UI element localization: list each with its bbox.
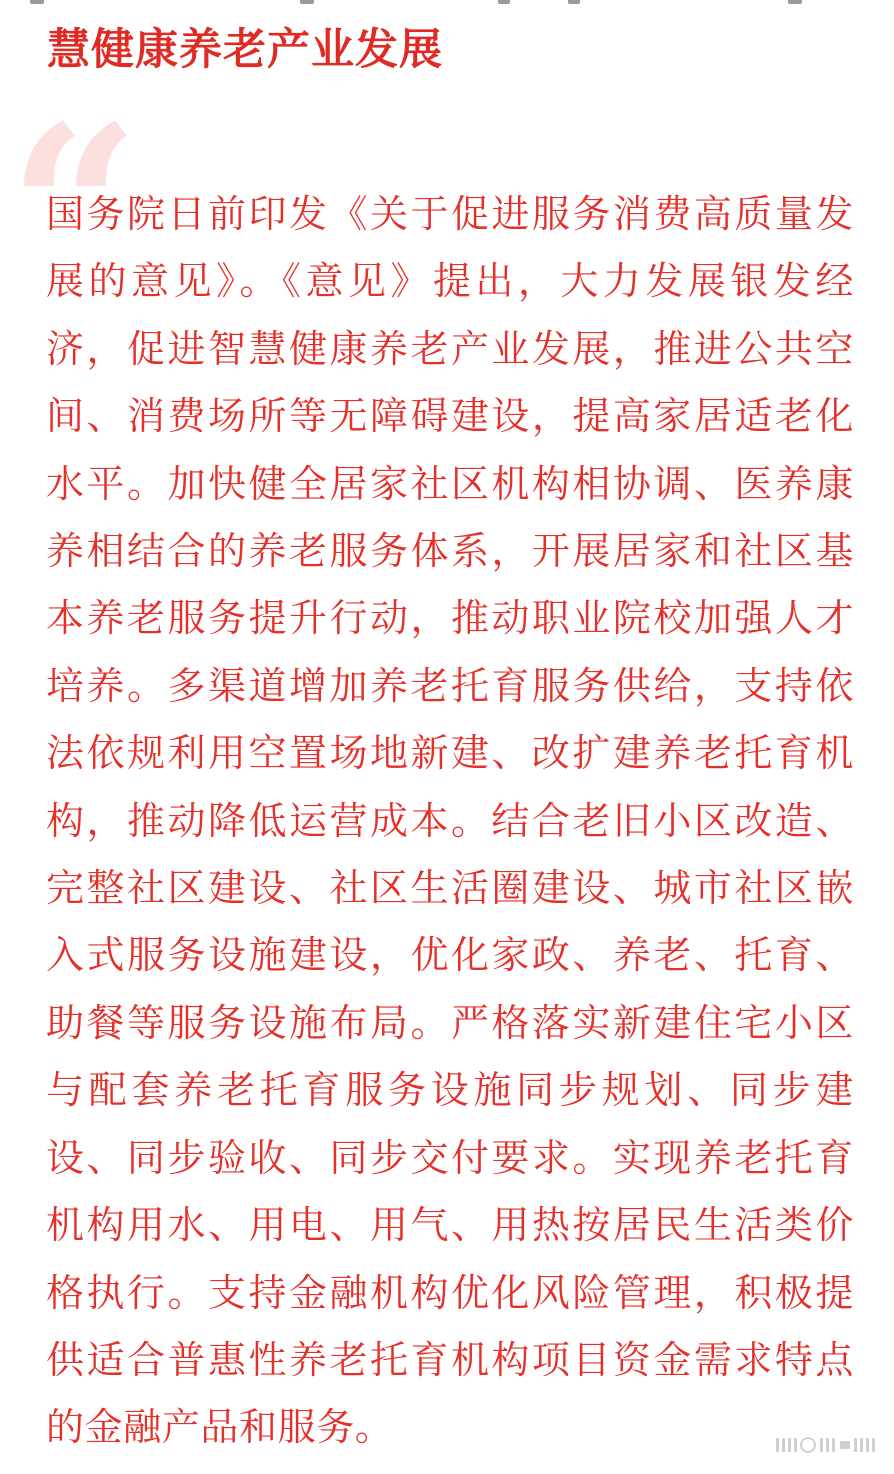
open-quote-icon: “ bbox=[8, 76, 141, 346]
cropped-previous-text bbox=[0, 0, 894, 6]
article-body: 国务院日前印发《关于促进服务消费高质量发展的意见》。《意见》提出，大力发展银发经济，促进智慧健康养老产业发展，推进公共空间、消费场所等无障碍建设，提高家居适老化水平。加快健全居家社区机构相协调、医养康养相结合的养老服务体系，开展居家和社区基本养老服务提升行动，推动职业院校加强人才培养。多渠道增加养老托育服务供给，支持依法依规利用空置场地新建、改扩建养老托育机构，推动降低运营成本。结合老旧小区改造、完整社区建设、社区生活圈建设、城市社区嵌入式服务设施建设，优化家政、养老、托育、助餐等服务设施布局。严格落实新建住宅小区与配套养老托育服务设施同步规划、同步建设、同步验收、同步交付要求。实现养老托育机构用水、用电、用气、用热按居民生活类价格执行。支持金融机构优化风险管理，积极提供适合普惠性养老托育机构项目资金需求特点的金融产品和服务。 bbox=[46, 192, 854, 1450]
article-title: 慧健康养老产业发展 bbox=[47, 25, 443, 75]
